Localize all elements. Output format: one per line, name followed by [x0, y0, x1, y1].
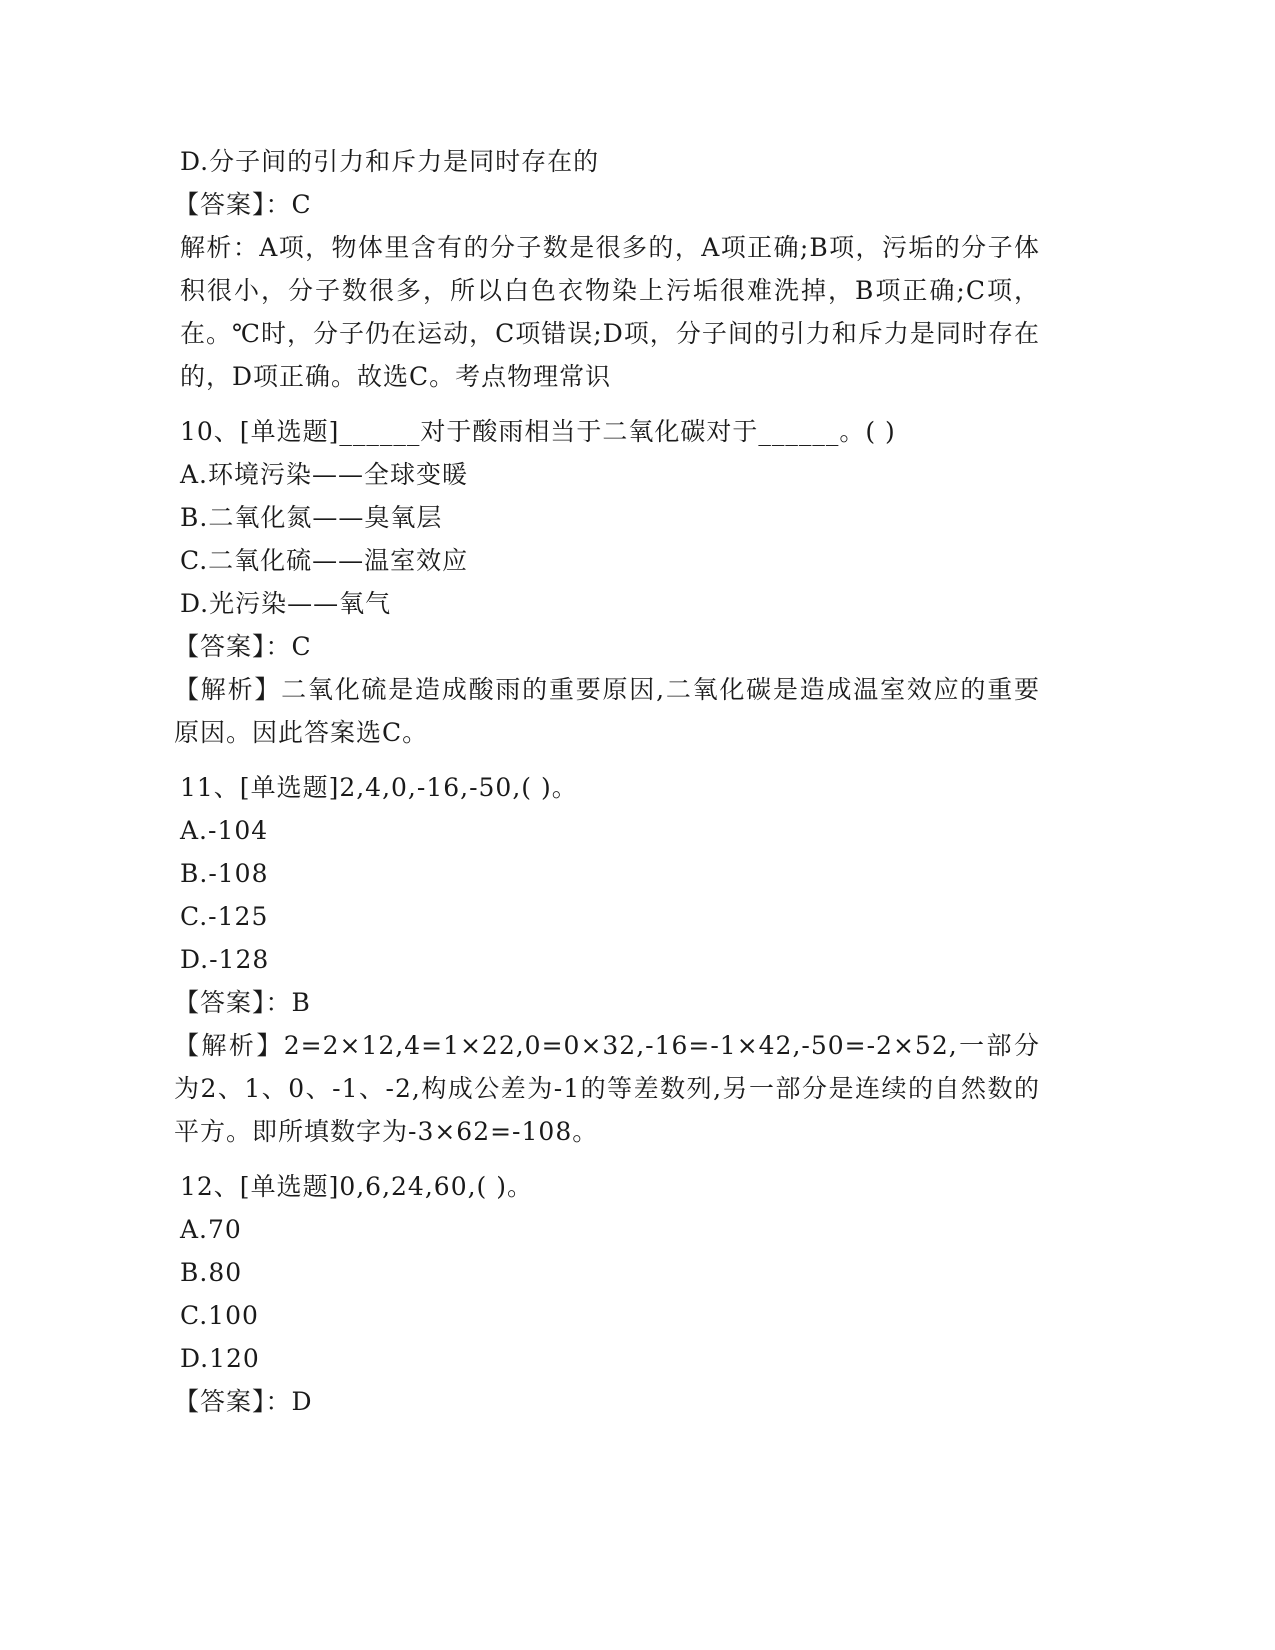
option-d: D.光污染——氧气	[180, 589, 392, 618]
analysis-text: 解析：A项，物体里含有的分子数是很多的，A项正确;B项，污垢的分子体积很小，分子数很多，所以白色衣物染上污垢很难洗掉，B项正确;C项，在。℃时，分子仍在运动，C项错误;D项，分子间的引力和斥力是同时存在的，D项正确。故选C。考点物理常识	[180, 233, 1040, 391]
option-c: C.二氧化硫——温室效应	[180, 546, 469, 575]
analysis-text: 【解析】二氧化硫是造成酸雨的重要原因,二氧化碳是造成温室效应的重要原因。因此答案选C。	[174, 675, 1040, 747]
question-11	[174, 766, 1040, 1153]
option-b: B.80	[180, 1258, 243, 1287]
option-a: A.-104	[180, 816, 269, 845]
answer-line: 【答案】：D	[174, 1387, 313, 1416]
document-page	[174, 140, 1040, 1435]
answer-line: 【答案】：C	[174, 190, 312, 219]
question-9-tail	[174, 140, 1040, 398]
analysis-text: 【解析】2=2×12,4=1×22,0=0×32,-16=-1×42,-50=-2×52,一部分为2、1、0、-1、-2,构成公差为-1的等差数列,另一部分是连续的自然数的平方。即所填数字为-3×62=-108。	[174, 1031, 1040, 1146]
option-c: C.-125	[180, 902, 269, 931]
question-stem: 12、[单选题]0,6,24,60,( )。	[180, 1172, 533, 1201]
answer-line: 【答案】：C	[174, 632, 312, 661]
option-a: A.70	[180, 1215, 242, 1244]
question-stem: 11、[单选题]2,4,0,-16,-50,( )。	[180, 773, 578, 802]
option-b: B.-108	[180, 859, 269, 888]
question-10	[174, 410, 1040, 754]
option-d: D.分子间的引力和斥力是同时存在的	[180, 147, 600, 176]
option-d: D.120	[180, 1344, 260, 1373]
option-b: B.二氧化氮——臭氧层	[180, 503, 443, 532]
question-stem: 10、[单选题]______对于酸雨相当于二氧化碳对于______。( )	[180, 417, 896, 446]
question-12	[174, 1165, 1040, 1423]
option-a: A.环境污染——全球变暖	[180, 460, 469, 489]
answer-line: 【答案】：B	[174, 988, 311, 1017]
option-c: C.100	[180, 1301, 259, 1330]
option-d: D.-128	[180, 945, 270, 974]
